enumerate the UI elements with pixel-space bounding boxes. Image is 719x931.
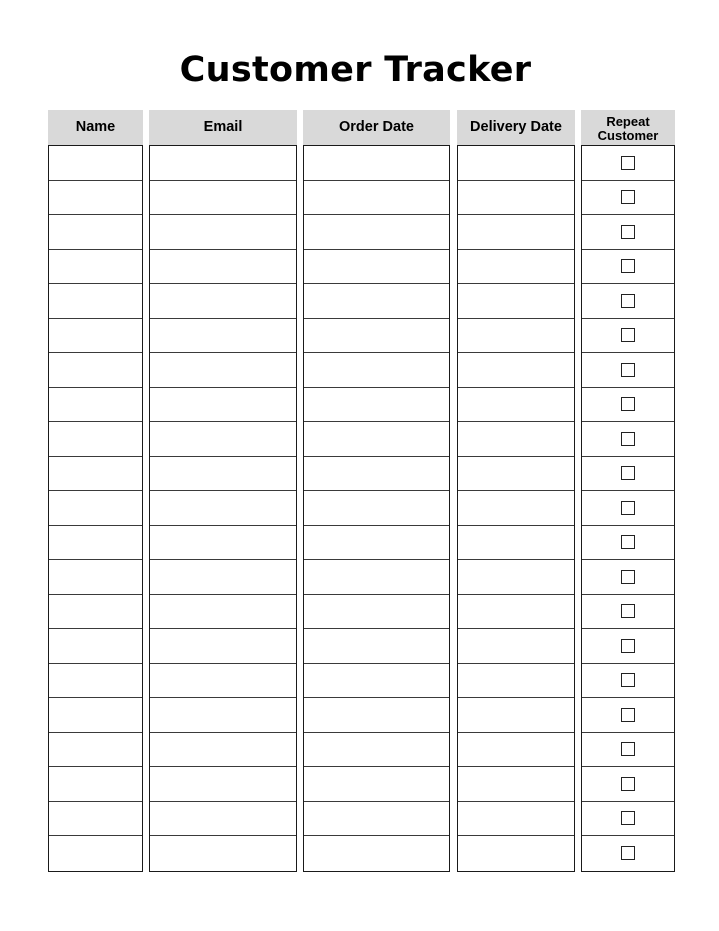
order-date-cell[interactable] [304,802,449,837]
order-date-column-header: Order Date [303,110,450,145]
name-cell[interactable] [49,664,142,699]
name-cell[interactable] [49,698,142,733]
name-cell[interactable] [49,595,142,630]
email-cell[interactable] [150,422,296,457]
email-column-header: Email [149,110,297,145]
order-date-cell[interactable] [304,767,449,802]
delivery-date-column-header: Delivery Date [457,110,575,145]
email-cell[interactable] [150,629,296,664]
repeat-cell [582,526,674,561]
repeat-customer-checkbox[interactable] [621,846,635,860]
repeat-cell [582,733,674,768]
repeat-customer-checkbox[interactable] [621,742,635,756]
name-cell[interactable] [49,457,142,492]
email-cell[interactable] [150,664,296,699]
order-date-cell[interactable] [304,733,449,768]
repeat-cell [582,767,674,802]
repeat-cell [582,388,674,423]
repeat-cell [582,422,674,457]
repeat-cell [582,457,674,492]
order-date-cell[interactable] [304,526,449,561]
repeat-cell [582,146,674,181]
name-cell[interactable] [49,629,142,664]
repeat-cell [582,836,674,871]
order-date-cell[interactable] [304,836,449,871]
repeat-cell [582,215,674,250]
email-cell[interactable] [150,388,296,423]
repeat-customer-checkbox[interactable] [621,673,635,687]
order-date-cell[interactable] [304,629,449,664]
delivery-date-cell[interactable] [458,422,574,457]
delivery-date-cell[interactable] [458,733,574,768]
email-cell[interactable] [150,284,296,319]
delivery-date-cell[interactable] [458,491,574,526]
repeat-cell [582,698,674,733]
repeat-customer-header-text [598,115,659,143]
order-date-cell[interactable] [304,457,449,492]
order-date-cell[interactable] [304,560,449,595]
delivery-date-cell[interactable] [458,215,574,250]
email-cell[interactable] [150,319,296,354]
name-cell[interactable] [49,215,142,250]
delivery-date-cell[interactable] [458,836,574,871]
order-date-cell[interactable] [304,595,449,630]
email-cells [149,145,297,872]
order-date-cell[interactable] [304,284,449,319]
order-date-cell[interactable] [304,491,449,526]
repeat-customer-checkbox[interactable] [621,328,635,342]
repeat-customer-checkbox[interactable] [621,535,635,549]
repeat-cell [582,802,674,837]
email-cell[interactable] [150,560,296,595]
delivery-date-cell[interactable] [458,319,574,354]
repeat-cell [582,250,674,285]
email-cell[interactable] [150,491,296,526]
repeat-customer-checkbox[interactable] [621,466,635,480]
email-cell[interactable] [150,457,296,492]
order-date-cell[interactable] [304,319,449,354]
name-cell[interactable] [49,836,142,871]
name-cell[interactable] [49,181,142,216]
repeat-customer-checkbox[interactable] [621,294,635,308]
name-column [48,110,143,872]
email-cell[interactable] [150,698,296,733]
repeat-label: Repeat [606,113,650,129]
email-cell[interactable] [150,595,296,630]
delivery-date-cells [457,145,575,872]
email-cell[interactable] [150,802,296,837]
repeat-customer-checkbox[interactable] [621,811,635,825]
delivery-date-cell[interactable] [458,181,574,216]
repeat-customer-checkbox[interactable] [621,708,635,722]
name-column-header: Name [48,110,143,145]
repeat-customer-checkbox[interactable] [621,639,635,653]
email-cell[interactable] [150,250,296,285]
delivery-date-cell[interactable] [458,595,574,630]
order-date-cell[interactable] [304,698,449,733]
delivery-date-cell[interactable] [458,353,574,388]
name-cell[interactable] [49,353,142,388]
repeat-customer-checkbox[interactable] [621,190,635,204]
repeat-cell [582,664,674,699]
name-cell[interactable] [49,319,142,354]
email-cell[interactable] [150,836,296,871]
email-cell[interactable] [150,767,296,802]
name-cell[interactable] [49,733,142,768]
email-cell[interactable] [150,733,296,768]
repeat-cell [582,353,674,388]
name-cell[interactable] [49,284,142,319]
delivery-date-cell[interactable] [458,664,574,699]
delivery-date-cell[interactable] [458,629,574,664]
name-cell[interactable] [49,526,142,561]
delivery-date-cell[interactable] [458,560,574,595]
order-date-column [303,110,450,872]
repeat-cell [582,319,674,354]
delivery-date-cell[interactable] [458,526,574,561]
delivery-date-column [457,110,575,872]
email-cell[interactable] [150,526,296,561]
name-cell[interactable] [49,250,142,285]
repeat-customer-checkbox[interactable] [621,363,635,377]
order-date-cell[interactable] [304,353,449,388]
order-date-cells [303,145,450,872]
repeat-customer-checkbox[interactable] [621,570,635,584]
email-cell[interactable] [150,181,296,216]
delivery-date-cell[interactable] [458,457,574,492]
repeat-cell [582,284,674,319]
repeat-cell [582,629,674,664]
order-date-cell[interactable] [304,215,449,250]
name-cell[interactable] [49,146,142,181]
repeat-customer-checkbox[interactable] [621,432,635,446]
repeat-cell [582,560,674,595]
delivery-date-cell[interactable] [458,388,574,423]
repeat-customer-checkbox[interactable] [621,156,635,170]
order-date-cell[interactable] [304,664,449,699]
email-column [149,110,297,872]
order-date-cell[interactable] [304,181,449,216]
repeat-cell [582,181,674,216]
name-cell[interactable] [49,767,142,802]
repeat-customer-column-header [581,110,675,145]
email-cell[interactable] [150,353,296,388]
repeat-customer-column [581,110,675,872]
delivery-date-cell[interactable] [458,802,574,837]
repeat-customer-checkbox[interactable] [621,397,635,411]
delivery-date-cell[interactable] [458,698,574,733]
name-cell[interactable] [49,802,142,837]
repeat-customer-checkbox[interactable] [621,259,635,273]
order-date-cell[interactable] [304,146,449,181]
repeat-customer-checkbox[interactable] [621,604,635,618]
order-date-cell[interactable] [304,422,449,457]
name-cell[interactable] [49,491,142,526]
email-cell[interactable] [150,146,296,181]
order-date-cell[interactable] [304,250,449,285]
repeat-customer-checkbox[interactable] [621,777,635,791]
name-cells [48,145,143,872]
order-date-cell[interactable] [304,388,449,423]
page-title: Customer Tracker [179,50,532,90]
email-cell[interactable] [150,215,296,250]
delivery-date-cell[interactable] [458,250,574,285]
name-cell[interactable] [49,560,142,595]
customer-label: Customer [597,127,659,143]
repeat-customer-checkbox[interactable] [621,501,635,515]
repeat-customer-cells [581,145,675,872]
delivery-date-cell[interactable] [458,284,574,319]
repeat-cell [582,595,674,630]
repeat-customer-checkbox[interactable] [621,225,635,239]
name-cell[interactable] [49,422,142,457]
delivery-date-cell[interactable] [458,767,574,802]
repeat-cell [582,491,674,526]
delivery-date-cell[interactable] [458,146,574,181]
name-cell[interactable] [49,388,142,423]
